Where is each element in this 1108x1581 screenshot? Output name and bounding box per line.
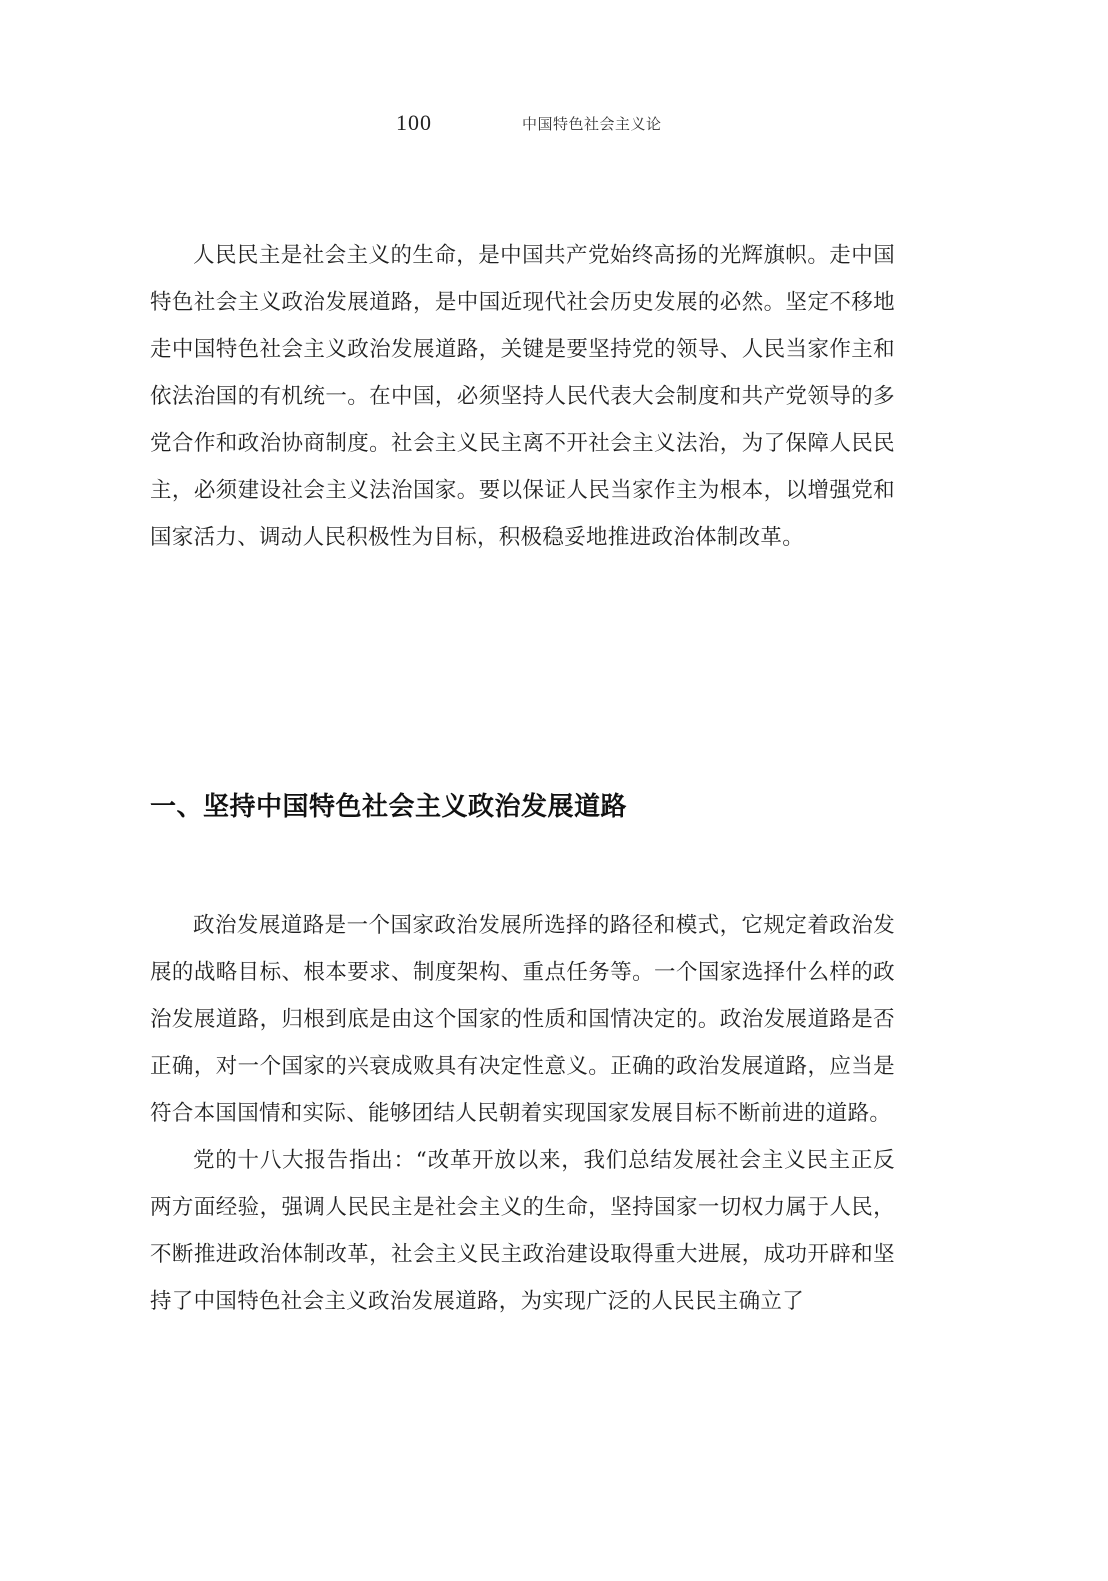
section-body [150, 902, 895, 1325]
section-heading: 一、坚持中国特色社会主义政治发展道路 [150, 792, 628, 822]
body-paragraph-1: 政治发展道路是一个国家政治发展所选择的路径和模式，它规定着政治发展的战略目标、根本要求、制度架构、重点任务等。一个国家选择什么样的政治发展道路，归根到底是由这个国家的性质和国情决定的。政治发展道路是否正确，对一个国家的兴衰成败具有决定性意义。正确的政治发展道路，应当是符合本国国情和实际、能够团结人民朝着实现国家发展目标不断前进的道路。 [150, 913, 895, 1126]
intro-block [150, 232, 895, 561]
intro-paragraph: 人民民主是社会主义的生命，是中国共产党始终高扬的光辉旗帜。走中国特色社会主义政治发展道路，是中国近现代社会历史发展的必然。坚定不移地走中国特色社会主义政治发展道路，关键是要坚持党的领导、人民当家作主和依法治国的有机统一。在中国，必须坚持人民代表大会制度和共产党领导的多党合作和政治协商制度。社会主义民主离不开社会主义法治，为了保障人民民主，必须建设社会主义法治国家。要以保证人民当家作主为根本，以增强党和国家活力、调动人民积极性为目标，积极稳妥地推进政治体制改革。 [150, 243, 895, 550]
body-paragraph-2: 党的十八大报告指出：“改革开放以来，我们总结发展社会主义民主正反两方面经验，强调人民民主是社会主义的生命，坚持国家一切权力属于人民，不断推进政治体制改革，社会主义民主政治建设取得重大进展，成功开辟和坚持了中国特色社会主义政治发展道路，为实现广泛的人民民主确立了 [150, 1148, 895, 1314]
running-title: 中国特色社会主义论 [522, 115, 662, 133]
page-number: 100 [396, 110, 432, 135]
page-header [0, 108, 1108, 138]
